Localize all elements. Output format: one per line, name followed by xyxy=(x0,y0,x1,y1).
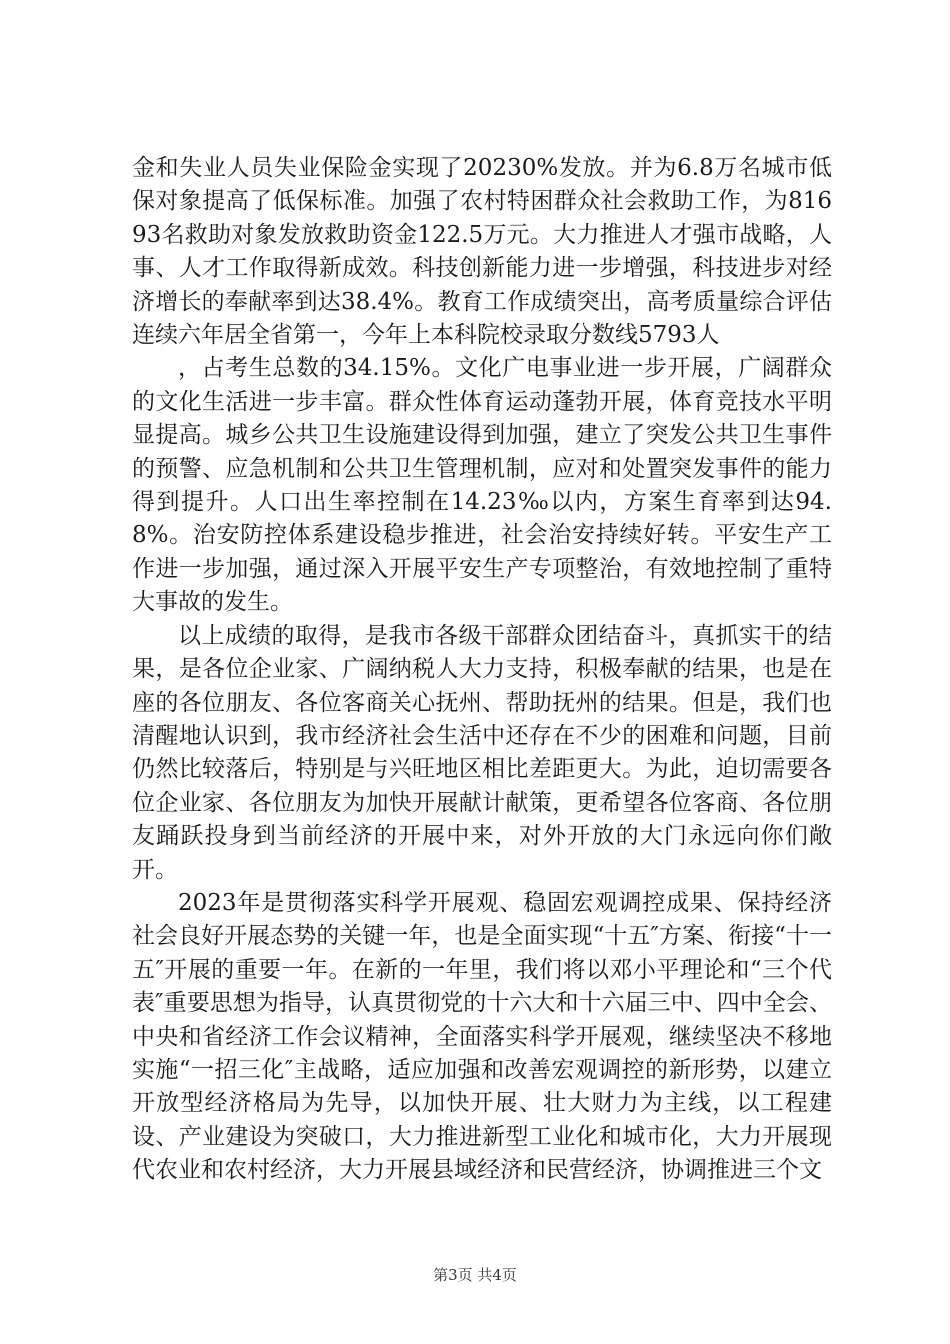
page-footer xyxy=(0,1264,950,1285)
paragraph-1: 金和失业人员失业保险金实现了20230%发放。并为6.8万名城市低保对象提高了低保标准。加强了农村特困群众社会救助工作，为81693名救助对象发放救助资金122.5万元。大力推进人才强市战略，人事、人才工作取得新成效。科技创新能力进一步增强，科技进步对经济增长的奉献率到达38.4%。教育工作成绩突出，高考质量综合评估连续六年居全省第一，今年上本科院校录取分数线5793人 xyxy=(132,155,832,349)
document-body xyxy=(132,152,832,1188)
paragraph-2: ，占考生总数的34.15%。文化广电事业进一步开展，广阔群众的文化生活进一步丰富。群众性体育运动蓬勃开展，体育竞技水平明显提高。城乡公共卫生设施建设得到加强，建立了突发公共卫生事件的预警、应急机制和公共卫生管理机制，应对和处置突发事件的能力得到提升。人口出生率控制在14.23‰以内，方案生育率到达94.8%。治安防控体系建设稳步推进，社会治安持续好转。平安生产工作进一步加强，通过深入开展平安生产专项整治，有效地控制了重特大事故的发生。 xyxy=(132,355,832,616)
paragraph-4: 2023年是贯彻落实科学开展观、稳固宏观调控成果、保持经济社会良好开展态势的关键一年，也是全面实现“十五″方案、衔接“十一五″开展的重要一年。在新的一年里，我们将以邓小平理论和“三个代表″重要思想为指导，认真贯彻党的十六大和十六届三中、四中全会、中央和省经济工作会议精神，全面落实科学开展观，继续坚决不移地实施“一招三化″主战略，适应加强和改善宏观调控的新形势，以建立开放型经济格局为先导，以加快开展、壮大财力为主线，以工程建设、产业建设为突破口，大力推进新型工业化和城市化，大力开展现代农业和农村经济，大力开展县域经济和民营经济，协调推进三个文 xyxy=(132,889,832,1184)
page-number: 第3页 共4页 xyxy=(433,1266,517,1284)
paragraph-3: 以上成绩的取得，是我市各级干部群众团结奋斗，真抓实干的结果，是各位企业家、广阔纳税人大力支持，积极奉献的结果，也是在座的各位朋友、各位客商关心抚州、帮助抚州的结果。但是，我们也清醒地认识到，我市经济社会生活中还存在不少的困难和问题，目前仍然比较落后，特别是与兴旺地区相比差距更大。为此，迫切需要各位企业家、各位朋友为加快开展献计献策，更希望各位客商、各位朋友踊跃投身到当前经济的开展中来，对外开放的大门永远向你们敞开。 xyxy=(132,622,832,883)
